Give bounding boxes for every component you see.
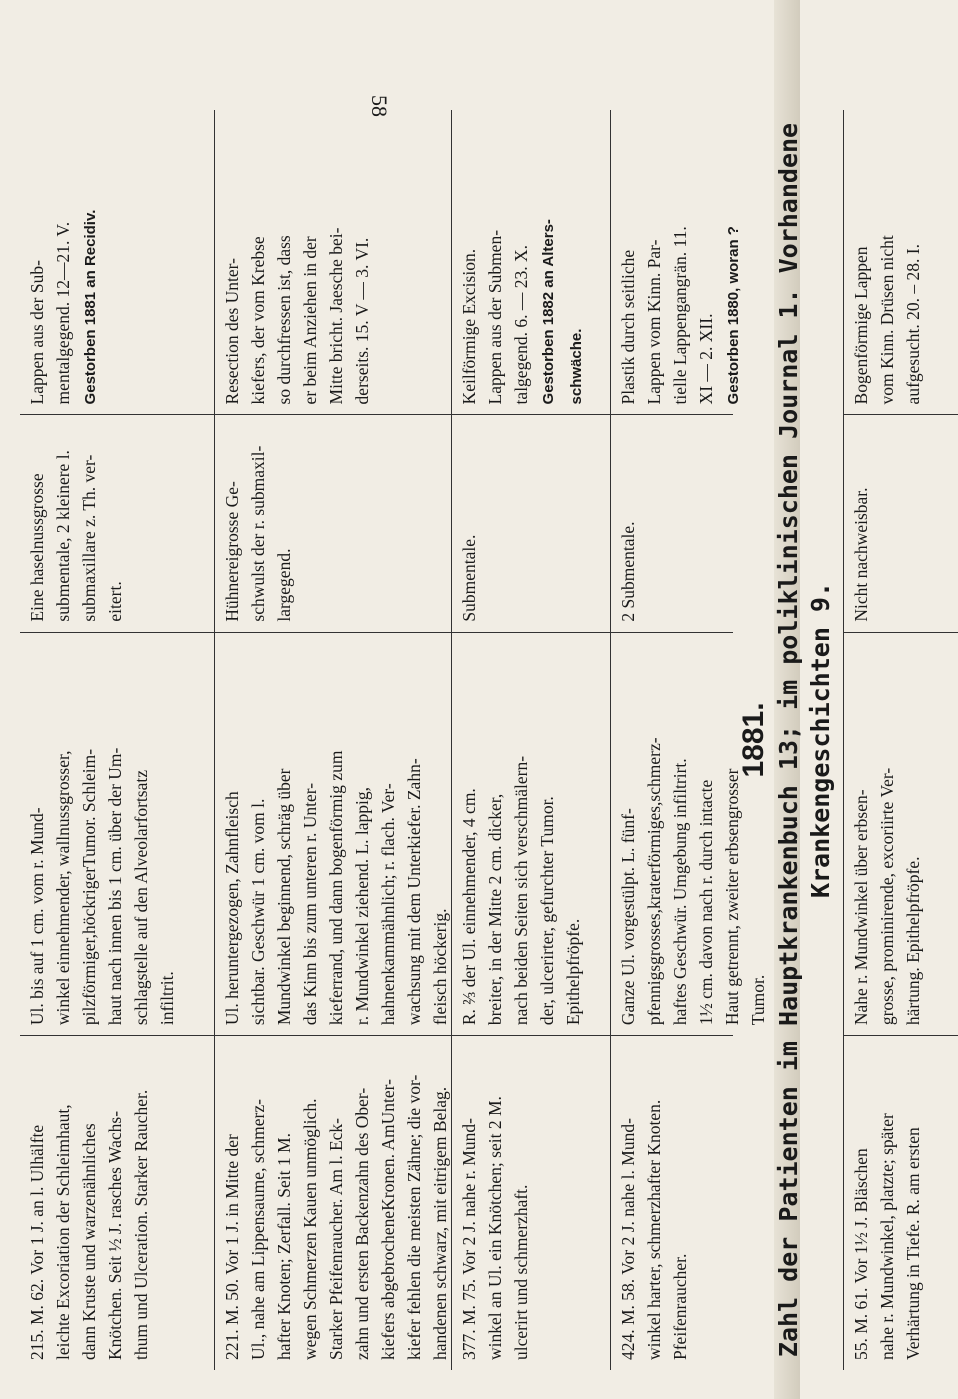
- section-heading-continued: Krankengeschichten 9.: [806, 581, 835, 899]
- case-history-cell: 215. M. 62. Vor 1 J. an l. Ulhälfte leichte Excoriation der Schleimhaut, dann Kruste und warzenähnliches Knötchen. Seit ½ J. rasches Wachs- thum und Ulceration. Starker Raucher.: [27, 1089, 151, 1360]
- outcome-note: Gestorben 1881 an Recidiv.: [82, 209, 99, 405]
- tumor-description-cell: Ul. bis auf 1 cm. vom r. Mund- winkel einnehmender, wallnussgrosser, pilzförmiger,höckrigerTumor. Schleim- haut nach innen bis 1 cm. über der Um- schlagstelle auf den Alveolarfortsatz infiltrit.: [20, 633, 214, 1037]
- rotated-page-content: [20, 110, 923, 1370]
- lymph-glands-cell: Submentale.: [452, 415, 610, 632]
- lymph-glands-cell: 2 Submentale.: [611, 415, 733, 632]
- page-number: 58: [367, 95, 392, 117]
- case-history-cell: 221. M. 50. Vor 1 J. in Mitte der Ul., nahe am Lippensaume, schmerz- hafter Knoten; Zerfall. Seit 1 M. wegen Schmerzen Kauen unmöglich. Starker Pfeifenraucher. Am l. Eck- zahn und ersten Backenzahn des Ober- kiefers abgebrocheneKronen. AmUnter- kiefer fehlen die meisten Zähne; die vor- handenen schwarz, mit eitrigem Belag.: [222, 1074, 450, 1360]
- tumor-description-cell: R. ⅔ der Ul. einnehmender, 4 cm. breiter, in der Mitte 2 cm. dicker, nach beiden Seiten sich verschmälern- der, ulcerirter, gefurchter Tumor. Epithelpfröpfe.: [452, 633, 610, 1037]
- operation-cell: [452, 110, 610, 415]
- operation-cell: [215, 110, 451, 415]
- operation-cell: Bogenförmige Lappen vom Kinn. Drüsen nicht aufgesucht. 20. – 28. I.: [844, 110, 958, 415]
- table-row: [214, 110, 451, 1370]
- case-history-cell: 55. M. 61. Vor 1½ J. Bläschen nahe r. Mundwinkel, platzte; später Verhärtung in Tiefe. R. am ersten: [851, 1113, 923, 1360]
- lymph-glands-cell: Hühnereigrosse Ge- schwulst der r. submaxil- largegend.: [215, 415, 451, 632]
- operation-cell: [611, 110, 742, 415]
- operation-text: Keilförmige Excision. Lappen aus der Submen- talgegend. 6. — 23. X.: [459, 229, 531, 405]
- tumor-description-cell: Ul. heruntergezogen, Zahnfleisch sichtbar. Geschwür 1 cm. vom l. Mundwinkel beginnend, schräg über das Kinn bis zum unteren r. Unter- kieferrand, und dann bogenförmig zum r. Mundwinkel ziehend. L. lappig, hahnenkammähnlich; r. flach. Ver- wachsung mit dem Unterkiefer. Zahn- fleisch höckerig.: [215, 633, 451, 1037]
- table-row: [20, 110, 214, 1370]
- tumor-description-cell: Nahe r. Mundwinkel über erbsen- grosse, prominirende, excoriirte Ver- härtung. Epithelpfröpfe.: [844, 633, 958, 1037]
- lymph-glands-cell: Eine haselnussgrosse submentale, 2 kleinere l. submaxillare z. Th. ver- eitert.: [20, 415, 214, 632]
- table-row: [843, 110, 958, 1370]
- operation-text: Resection des Unter- kiefers, der vom Krebse so durchfressen ist, dass er beim Anziehen in der Mitte bricht. Jaesche bei- derseits. 15. V — 3. VI.: [222, 227, 372, 405]
- operation-cell: [20, 110, 214, 415]
- section-heading: Zahl der Patienten im Hauptkrankenbuch 13; im poliklinischen Journal 1. Vorhandene: [774, 122, 803, 1358]
- case-history-cell: 377. M. 75. Vor 2 J. nahe r. Mund- winkel an Ul. ein Knötchen; seit 2 M. ulcerirt und schmerzhaft.: [459, 1096, 531, 1360]
- outcome-note: Gestorben 1882 an Alters- schwäche.: [540, 219, 585, 405]
- case-history-cell: 424. M. 58. Vor 2 J. nahe l. Mund- winkel harter, schmerzhafter Knoten. Pfeifenraucher.: [618, 1099, 690, 1360]
- operation-text: Plastik durch seitliche Lappen vom Kinn. Par- tielle Lappengangrän. 11. XI — 2. XII.: [618, 226, 716, 405]
- table-row: [451, 110, 610, 1370]
- lymph-glands-cell: Nicht nachweisbar.: [844, 415, 958, 632]
- year-heading: 1881.: [737, 702, 770, 778]
- tumor-description-cell: Ganze Ul. vorgestülpt. L. fünf- pfennigsgrosses,kraterförmiges,schmerz- haftes Geschwür. Umgebung infiltrirt. 1½ cm. davon nach r. durch intacte Haut getrennt, zweiter erbsengrosser Tumor.: [611, 633, 733, 1037]
- outcome-note: Gestorben 1880, woran ?: [725, 226, 742, 405]
- operation-text: Lappen aus der Sub- mentalgegend. 12—21. V.: [27, 221, 73, 405]
